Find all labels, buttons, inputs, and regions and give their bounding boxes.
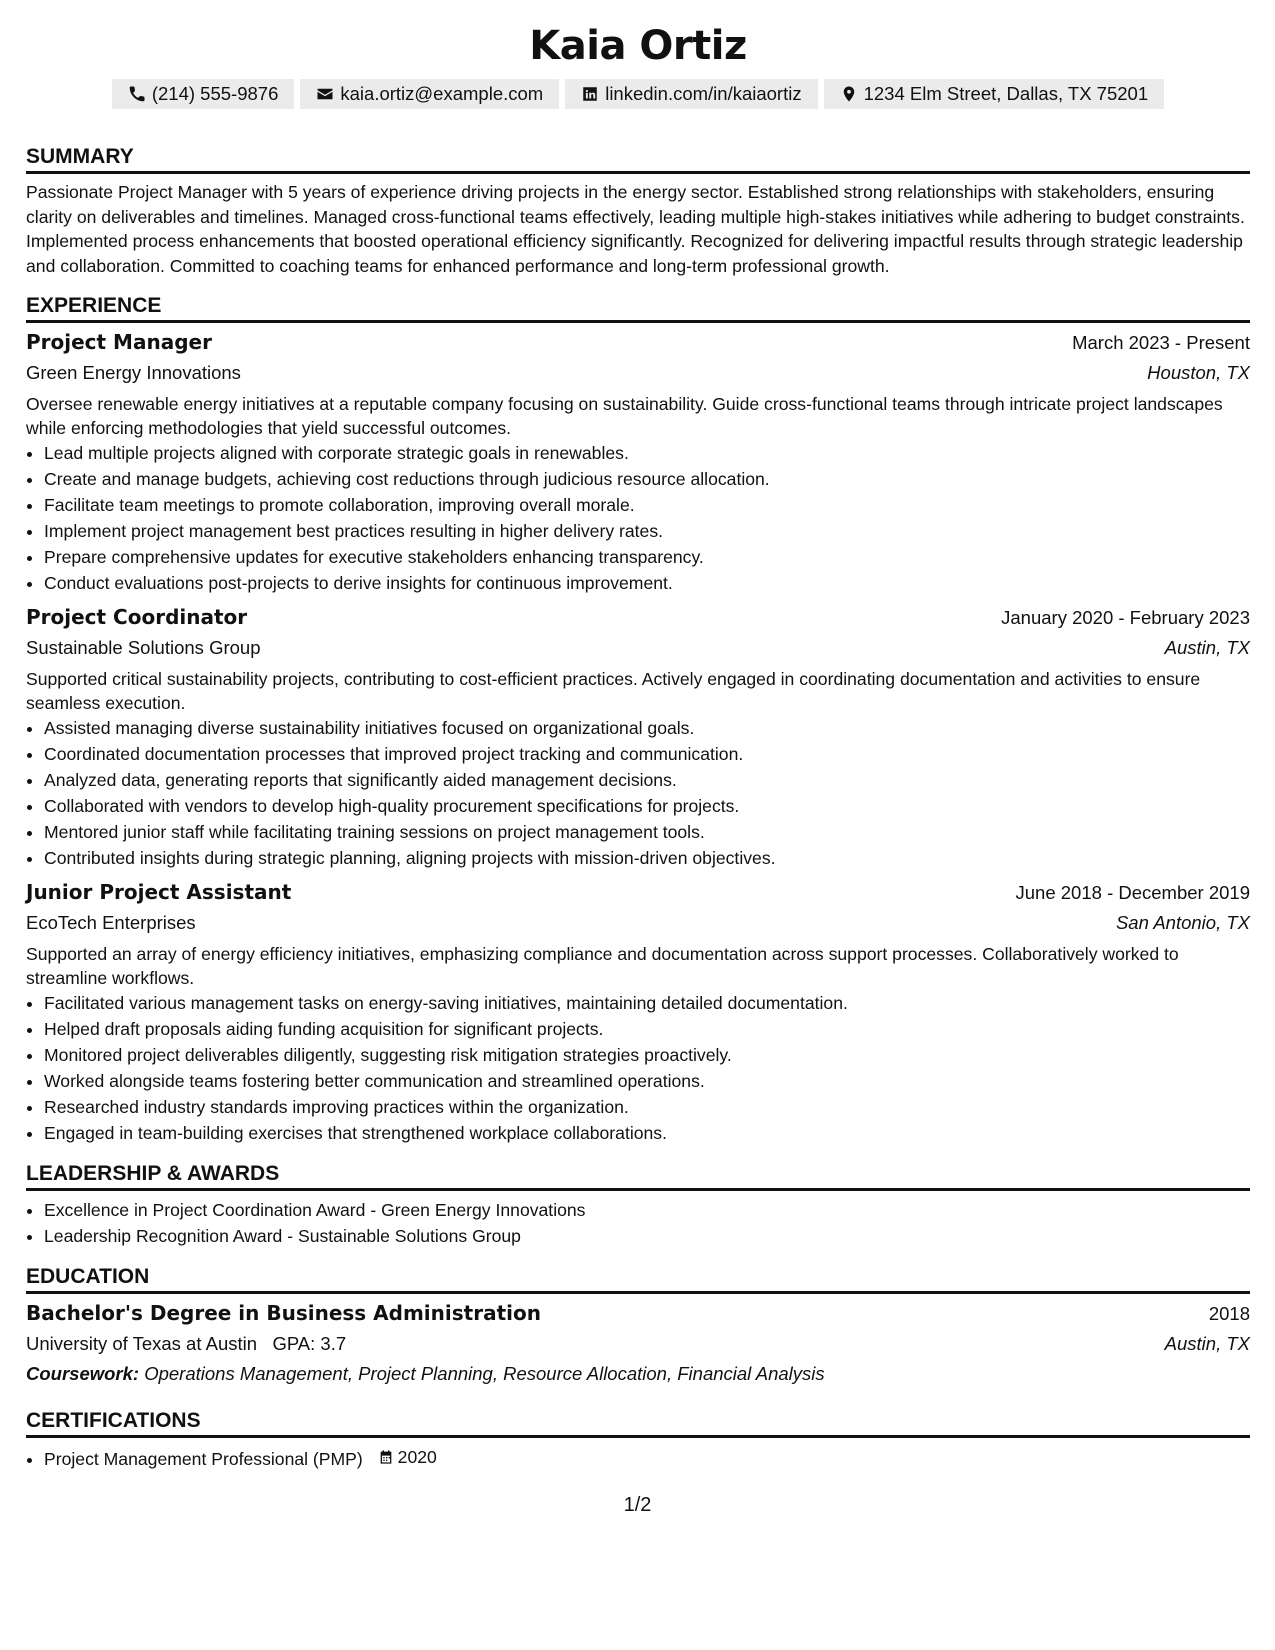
list-item: • Engaged in team-building exercises that strengthened workplace collaborations. — [44, 1120, 1250, 1146]
education-heading: EDUCATION — [26, 1263, 1250, 1294]
location-pin-icon — [840, 85, 858, 103]
job-entry — [26, 602, 1250, 871]
job-title: Project Manager — [26, 330, 212, 354]
list-item: • Helped draft proposals aiding funding acquisition for significant projects. — [44, 1016, 1250, 1042]
list-item: • Excellence in Project Coordination Award - Green Energy Innovations — [44, 1197, 1250, 1223]
job-dates: January 2020 - February 2023 — [1001, 607, 1250, 628]
graduation-year: 2018 — [1208, 1303, 1250, 1324]
job-description: Oversee renewable energy initiatives at a reputable company focusing on sustainability. Guide cross-functional teams through intricate project landscapes while enforcing methodologies that yield successful outcomes. — [26, 394, 1223, 438]
list-item: • Analyzed data, generating reports that significantly aided management decisions. — [44, 767, 1250, 793]
job-company: Green Energy Innovations — [26, 362, 241, 383]
summary-heading: SUMMARY — [26, 143, 1250, 174]
job-title: Project Coordinator — [26, 605, 248, 629]
page-number: 1/2 — [623, 1494, 652, 1516]
job-dates: June 2018 - December 2019 — [1015, 882, 1250, 903]
experience-section — [26, 292, 1250, 1146]
list-item: • Facilitated various management tasks on energy-saving initiatives, maintaining detailed documentation. — [44, 990, 1250, 1016]
list-item: • Mentored junior staff while facilitating training sessions on project management tools. — [44, 819, 1250, 845]
contact-bar — [26, 79, 1250, 109]
list-item: • Leadership Recognition Award - Sustainable Solutions Group — [44, 1223, 1250, 1249]
school-info — [26, 1329, 346, 1359]
phone-text: (214) 555-9876 — [151, 83, 279, 104]
list-item: • Contributed insights during strategic planning, aligning projects with mission-driven objectives. — [44, 845, 1250, 871]
resume-page — [26, 20, 1250, 1472]
cert-date — [378, 1444, 437, 1470]
degree-title: Bachelor's Degree in Business Administration — [26, 1301, 541, 1325]
list-item: • Monitored project deliverables diligently, suggesting risk mitigation strategies proactively. — [44, 1042, 1250, 1068]
list-item: • Worked alongside teams fostering better communication and streamlined operations. — [44, 1068, 1250, 1094]
list-item: • Lead multiple projects aligned with corporate strategic goals in renewables. — [44, 440, 1250, 466]
job-location: Austin, TX — [1164, 637, 1250, 658]
address-text: 1234 Elm Street, Dallas, TX 75201 — [863, 83, 1149, 104]
calendar-icon — [378, 1449, 394, 1465]
phone-icon — [128, 85, 146, 103]
list-item: • Conduct evaluations post-projects to derive insights for continuous improvement. — [44, 570, 1250, 596]
summary-text: Passionate Project Manager with 5 years of experience driving projects in the energy sector. Established strong relationships with stakeholders, ensuring clarity on deliverables and timelines. Managed cross-functional teams effectively, leading multiple high-stakes initiatives while adhering to budget constraints. Implemented process enhancements that boosted operational efficiency significantly. Recognized for delivering impactful results through strategic leadership and collaboration. Committed to coaching teams for enhanced performance and long-term professional growth. — [26, 182, 1245, 276]
job-entry — [26, 327, 1250, 596]
email-text: kaia.ortiz@example.com — [340, 83, 544, 104]
gpa: GPA: 3.7 — [272, 1333, 347, 1354]
contact-email[interactable] — [300, 79, 559, 109]
job-bullets — [26, 715, 1250, 871]
job-bullets — [26, 990, 1250, 1146]
certifications-heading: CERTIFICATIONS — [26, 1407, 1250, 1438]
contact-phone[interactable] — [112, 79, 295, 109]
email-icon — [316, 85, 334, 103]
candidate-name: Kaia Ortiz — [529, 23, 747, 69]
cert-name: Project Management Professional (PMP) — [44, 1449, 363, 1469]
job-location: San Antonio, TX — [1115, 912, 1250, 933]
job-dates: March 2023 - Present — [1072, 332, 1250, 353]
contact-linkedin[interactable] — [565, 79, 817, 109]
job-company: EcoTech Enterprises — [26, 912, 196, 933]
awards-heading: LEADERSHIP & AWARDS — [26, 1160, 1250, 1191]
experience-heading: EXPERIENCE — [26, 292, 1250, 323]
linkedin-icon — [581, 85, 599, 103]
coursework-list: Operations Management, Project Planning, Resource Allocation, Financial Analysis — [144, 1363, 825, 1384]
list-item — [44, 1444, 1250, 1472]
coursework — [26, 1359, 1250, 1389]
job-location: Houston, TX — [1147, 362, 1250, 383]
job-company: Sustainable Solutions Group — [26, 637, 261, 658]
school-location: Austin, TX — [1164, 1333, 1250, 1354]
job-entry — [26, 877, 1250, 1146]
awards-section — [26, 1160, 1250, 1249]
job-description: Supported an array of energy efficiency initiatives, emphasizing compliance and documentation across support processes. Collaboratively worked to streamline workflows. — [26, 944, 1179, 988]
certifications-section — [26, 1407, 1250, 1472]
list-item: • Facilitate team meetings to promote collaboration, improving overall morale. — [44, 492, 1250, 518]
list-item: • Assisted managing diverse sustainability initiatives focused on organizational goals. — [44, 715, 1250, 741]
coursework-label: Coursework: — [26, 1363, 140, 1384]
education-section — [26, 1263, 1250, 1389]
list-item: • Coordinated documentation processes that improved project tracking and communication. — [44, 741, 1250, 767]
linkedin-text: linkedin.com/in/kaiaortiz — [605, 83, 802, 104]
list-item: • Collaborated with vendors to develop high-quality procurement specifications for projects. — [44, 793, 1250, 819]
school-name: University of Texas at Austin — [26, 1333, 258, 1354]
job-description: Supported critical sustainability projects, contributing to cost-efficient practices. Actively engaged in coordinating documentation and activities to ensure seamless execution. — [26, 669, 1201, 713]
job-bullets — [26, 440, 1250, 596]
list-item: • Prepare comprehensive updates for executive stakeholders enhancing transparency. — [44, 544, 1250, 570]
summary-section — [26, 143, 1250, 278]
list-item: • Create and manage budgets, achieving cost reductions through judicious resource allocation. — [44, 466, 1250, 492]
job-title: Junior Project Assistant — [26, 880, 292, 904]
contact-address[interactable] — [824, 79, 1165, 109]
list-item: • Implement project management best practices resulting in higher delivery rates. — [44, 518, 1250, 544]
certifications-list — [26, 1444, 1250, 1472]
list-item: • Researched industry standards improving practices within the organization. — [44, 1094, 1250, 1120]
cert-year: 2020 — [397, 1447, 437, 1467]
awards-list — [26, 1197, 1250, 1249]
